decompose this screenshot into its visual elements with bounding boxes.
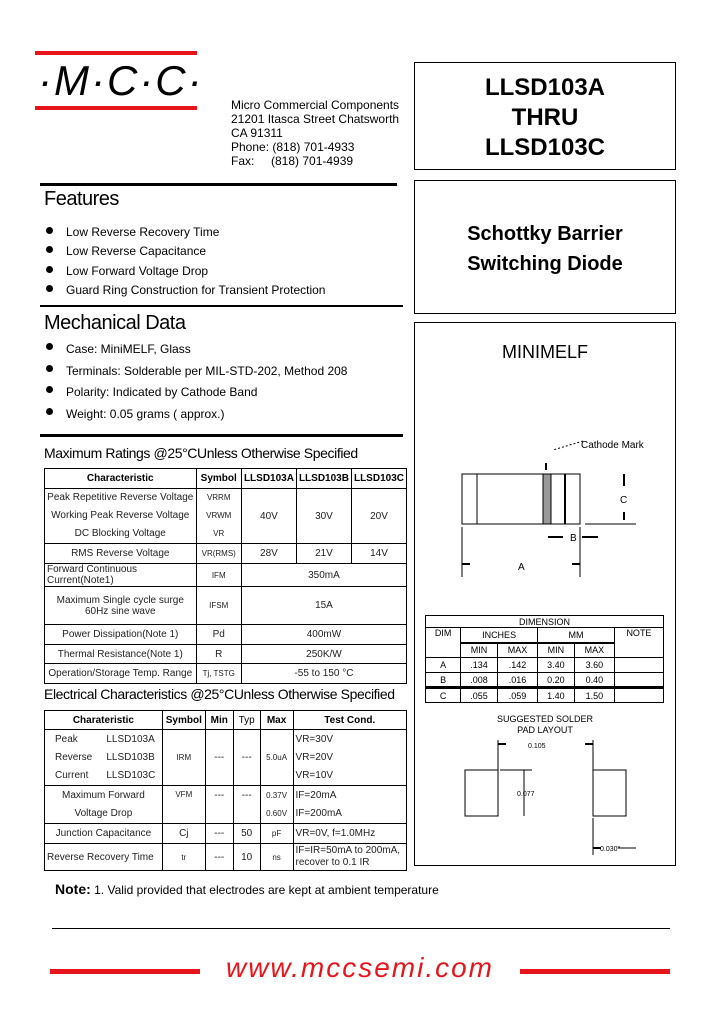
cell: Thermal Resistance(Note 1) xyxy=(45,645,197,664)
cell: .059 xyxy=(497,688,537,703)
table-row xyxy=(45,625,407,645)
cell: VRWM xyxy=(206,511,232,520)
cell: VRRM xyxy=(206,493,231,502)
cell: 5.0uA xyxy=(260,730,293,786)
part-number: LLSD103A xyxy=(484,74,606,101)
fax: Fax: (818) 701-4939 xyxy=(231,154,354,168)
cell: VR=30V xyxy=(295,733,334,745)
cell: 50 xyxy=(233,824,260,844)
cell: Working Peak Reverse Voltage xyxy=(51,510,190,521)
table-row xyxy=(426,673,664,688)
note-label: Note: xyxy=(55,881,91,897)
cell: IRM xyxy=(162,730,205,786)
cell: -55 to 150 °C xyxy=(241,664,406,684)
pad-width-label: 0.030" xyxy=(600,846,621,853)
max-ratings-heading: Maximum Ratings @25°CUnless Otherwise Specified xyxy=(44,445,358,461)
cell: 21V xyxy=(296,544,351,564)
mcc-logo: ·M·C·C· xyxy=(38,57,204,104)
col-min: MIN xyxy=(461,643,498,658)
cell: tr xyxy=(162,844,205,871)
table-row xyxy=(45,824,407,844)
table-row xyxy=(45,645,407,664)
features-list xyxy=(44,223,325,300)
cell: --- xyxy=(205,730,233,786)
footer-divider xyxy=(52,928,670,929)
cell: Tj, TSTG xyxy=(196,664,241,684)
table-row xyxy=(45,844,407,871)
table-row xyxy=(426,688,664,703)
cell: Maximum Single cycle surge 60Hz sine wave xyxy=(45,587,197,625)
divider xyxy=(40,305,403,307)
table-row xyxy=(45,544,407,564)
mechanical-item: Polarity: Indicated by Cathode Band xyxy=(44,382,347,404)
part-thru: THRU xyxy=(511,104,579,131)
package-name: MINIMELF xyxy=(501,342,588,362)
col-inches: INCHES xyxy=(461,628,538,643)
cell: 0.40 xyxy=(574,673,614,688)
part-number-box xyxy=(414,62,676,170)
cell: 0.20 xyxy=(538,673,575,688)
cell: 1.40 xyxy=(538,688,575,703)
cell: 0.37V xyxy=(266,790,288,800)
col-header: Max xyxy=(260,711,293,730)
note xyxy=(55,881,439,897)
cell: 14V xyxy=(351,544,406,564)
col-header: Min xyxy=(205,711,233,730)
city: CA 91311 xyxy=(231,126,283,140)
cell: IFM xyxy=(196,564,241,587)
leader-line xyxy=(553,441,583,450)
cell: ns xyxy=(260,844,293,871)
solder-title: SUGGESTED SOLDER xyxy=(496,714,594,724)
cell: C xyxy=(426,688,461,703)
cell: --- xyxy=(233,730,260,786)
footer-bar-left xyxy=(50,969,200,974)
cell: 28V xyxy=(241,544,296,564)
divider xyxy=(40,183,397,186)
table-row xyxy=(45,664,407,684)
cell: 15A xyxy=(241,587,406,625)
electrical-heading: Electrical Characteristics @25°CUnless Otherwise Specified xyxy=(44,686,395,702)
website-link[interactable]: www.mccsemi.com xyxy=(225,952,494,983)
description-line: Schottky Barrier xyxy=(467,223,623,245)
cell: .142 xyxy=(497,658,537,673)
cell: IF=20mA xyxy=(295,789,337,801)
dim-a-label: A xyxy=(518,562,525,573)
cell: .008 xyxy=(461,673,498,688)
cell: 3.60 xyxy=(574,658,614,673)
cell: Peak Repetitive Reverse Voltage xyxy=(47,492,194,503)
cell: 350mA xyxy=(241,564,406,587)
cell: Maximum Forward xyxy=(62,789,145,801)
cell: Current xyxy=(55,769,89,781)
cell: Junction Capacitance xyxy=(45,824,163,844)
cell: IF=200mA xyxy=(295,807,342,819)
dim-c-label: C xyxy=(620,495,628,506)
col-mm: MM xyxy=(538,628,615,643)
phone: Phone: (818) 701-4933 xyxy=(231,140,355,154)
max-ratings-table xyxy=(44,468,407,684)
cell: 400mW xyxy=(241,625,406,645)
cell: LLSD103A xyxy=(106,733,155,745)
feature-item: Guard Ring Construction for Transient Protection xyxy=(44,281,325,300)
street: 21201 Itasca Street Chatsworth xyxy=(231,112,400,126)
cell: VR(RMS) xyxy=(196,544,241,564)
table-row xyxy=(45,489,407,544)
cell: VR=20V xyxy=(295,751,334,763)
col-header: LLSD103A xyxy=(241,469,296,489)
company-address xyxy=(231,98,399,168)
company-name: Micro Commercial Components xyxy=(231,98,400,112)
col-header: Typ xyxy=(233,711,260,730)
mechanical-heading: Mechanical Data xyxy=(44,312,186,334)
cell: LLSD103C xyxy=(106,769,156,781)
mechanical-item: Terminals: Solderable per MIL-STD-202, Method 208 xyxy=(44,361,347,383)
logo-top-bar xyxy=(35,51,197,55)
cell: .016 xyxy=(497,673,537,688)
col-min: MIN xyxy=(538,643,575,658)
cell: --- xyxy=(205,844,233,871)
col-note: NOTE xyxy=(614,628,663,658)
solder-pad xyxy=(465,770,498,816)
col-dim: DIM xyxy=(426,628,461,658)
note-text: 1. Valid provided that electrodes are kept at ambient temperature xyxy=(94,883,439,897)
cell: 250K/W xyxy=(241,645,406,664)
cell: DC Blocking Voltage xyxy=(74,528,166,539)
cell: 20V xyxy=(351,489,406,544)
feature-item: Low Reverse Recovery Time xyxy=(44,223,325,242)
description-line: Switching Diode xyxy=(467,253,623,275)
cell: --- xyxy=(205,786,233,824)
dim-b-label: B xyxy=(570,533,577,544)
dimension-title: DIMENSION xyxy=(426,616,664,628)
cell: Voltage Drop xyxy=(74,807,133,819)
cell: Pd xyxy=(196,625,241,645)
mechanical-list xyxy=(44,339,347,426)
cell: Cj xyxy=(162,824,205,844)
pad-spacing-label: 0.105 xyxy=(528,743,546,750)
electrical-table xyxy=(44,710,407,871)
cell: .055 xyxy=(461,688,498,703)
table-row xyxy=(45,564,407,587)
feature-item: Low Reverse Capacitance xyxy=(44,242,325,261)
part-number-end: LLSD103C xyxy=(484,134,606,161)
cell: 3.40 xyxy=(538,658,575,673)
cell: VR xyxy=(213,529,225,538)
cell: Peak xyxy=(55,733,78,745)
cell: Forward Continuous Current(Note1) xyxy=(45,564,197,587)
cell: R xyxy=(196,645,241,664)
col-header: Characteristic xyxy=(45,469,197,489)
cell: Reverse xyxy=(55,751,93,763)
table-row xyxy=(45,730,407,786)
cell: .134 xyxy=(461,658,498,673)
diode-body xyxy=(462,474,580,524)
cell: pF xyxy=(260,824,293,844)
footer-bar-right xyxy=(520,969,670,974)
cathode-mark-label: Cathode Mark xyxy=(581,440,644,451)
cell: RMS Reverse Voltage xyxy=(45,544,197,564)
description-box xyxy=(414,180,676,314)
table-row xyxy=(426,658,664,673)
table-row xyxy=(45,587,407,625)
cell: Power Dissipation(Note 1) xyxy=(45,625,197,645)
cell: Reverse Recovery Time xyxy=(45,844,163,871)
mechanical-item: Weight: 0.05 grams ( approx.) xyxy=(44,404,347,426)
cell: --- xyxy=(205,824,233,844)
cell: 30V xyxy=(296,489,351,544)
pad-height-label: 0.077 xyxy=(517,791,535,798)
solder-pad xyxy=(593,770,626,816)
feature-item: Low Forward Voltage Drop xyxy=(44,262,325,281)
cell: --- xyxy=(233,786,260,824)
cell: IF=IR=50mA to 200mA, xyxy=(295,845,401,856)
cell: 1.50 xyxy=(574,688,614,703)
cell: recover to 0.1 IR xyxy=(295,857,370,868)
cell: LLSD103B xyxy=(106,751,155,763)
col-header: LLSD103B xyxy=(296,469,351,489)
cell: A xyxy=(426,658,461,673)
cell: 0.60V xyxy=(266,808,288,818)
col-header: Symbol xyxy=(196,469,241,489)
col-max: MAX xyxy=(574,643,614,658)
col-header: Test Cond. xyxy=(293,711,406,730)
cell: VR=10V xyxy=(295,769,334,781)
features-heading: Features xyxy=(44,188,119,210)
col-header: LLSD103C xyxy=(351,469,406,489)
cell: VR=0V, f=1.0MHz xyxy=(293,824,406,844)
cell: B xyxy=(426,673,461,688)
cell: 10 xyxy=(233,844,260,871)
logo-bottom-bar xyxy=(35,106,197,110)
col-header: Symbol xyxy=(162,711,205,730)
table-row xyxy=(45,786,407,824)
cathode-band xyxy=(543,474,551,524)
mechanical-item: Case: MiniMELF, Glass xyxy=(44,339,347,361)
cell: VFM xyxy=(162,786,205,824)
col-max: MAX xyxy=(497,643,537,658)
col-header: Charateristic xyxy=(45,711,163,730)
solder-title-2: PAD LAYOUT xyxy=(517,725,573,735)
cell: Operation/Storage Temp. Range xyxy=(45,664,197,684)
divider xyxy=(40,434,403,437)
dimension-table xyxy=(425,615,664,703)
cell: IFSM xyxy=(196,587,241,625)
cell: 40V xyxy=(241,489,296,544)
